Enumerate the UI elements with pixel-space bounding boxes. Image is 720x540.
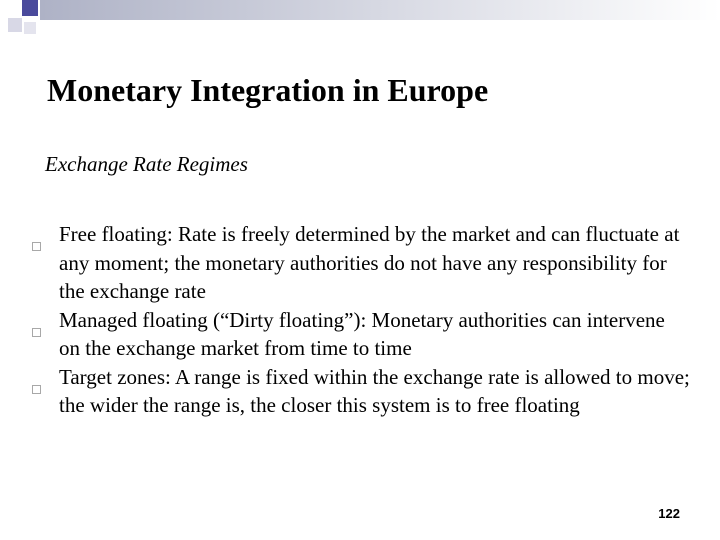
square-bullet-icon	[32, 230, 41, 239]
header-gradient-bar	[40, 0, 720, 20]
bullet-list	[30, 220, 690, 420]
bullet-text: Managed floating (“Dirty floating”): Monetary authorities can intervene on the exchange market from time to time	[59, 307, 665, 360]
header-square-light	[8, 18, 22, 32]
header-decoration	[0, 0, 720, 40]
bullet-item	[30, 363, 690, 420]
slide-title: Monetary Integration in Europe	[47, 72, 489, 108]
bullet-text: Free floating: Rate is freely determined by the market and can fluctuate at any moment; the monetary authorities do not have any responsibility for the exchange rate	[59, 222, 680, 303]
slide-subtitle: Exchange Rate Regimes	[45, 152, 248, 176]
header-square-light-small	[24, 22, 36, 34]
bullet-text: Target zones: A range is fixed within the exchange rate is allowed to move; the wider the range is, the closer this system is to free floating	[59, 364, 690, 417]
bullet-item	[30, 220, 690, 306]
square-bullet-icon	[32, 373, 41, 382]
bullet-item	[30, 306, 690, 363]
square-bullet-icon	[32, 316, 41, 325]
header-square-dark	[22, 0, 38, 16]
page-number: 122	[658, 506, 680, 521]
